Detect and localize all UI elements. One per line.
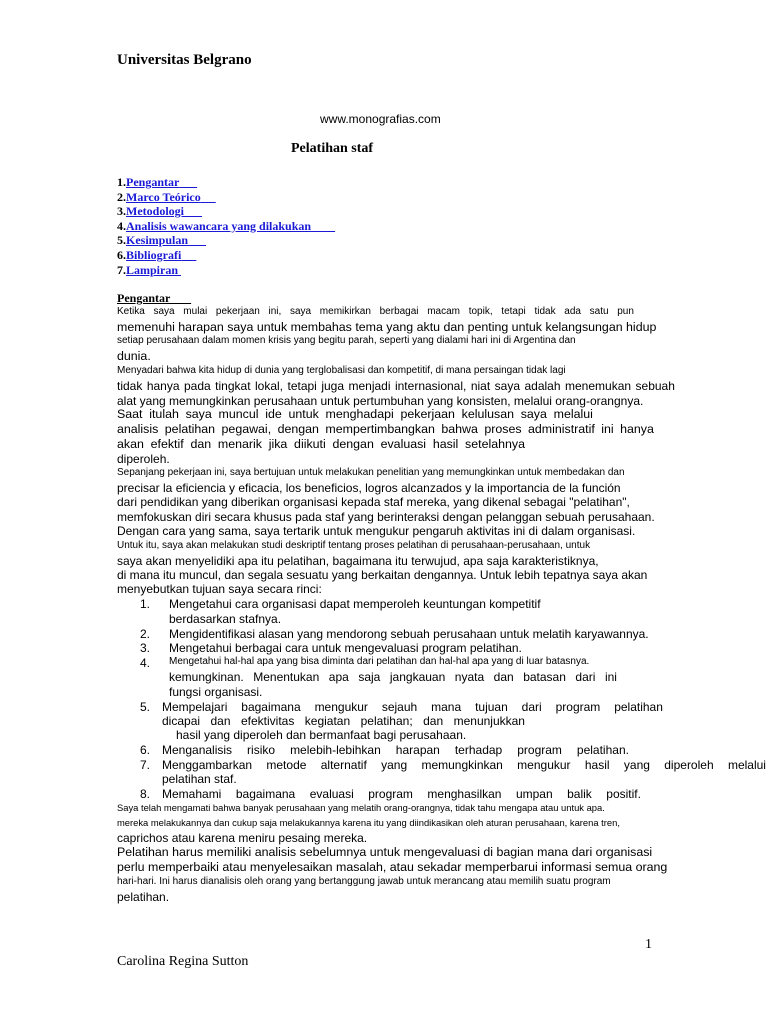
toc-item-7[interactable]: 7.Lampiran: [117, 263, 335, 278]
objective-text: Mengetahui cara organisasi dapat memperoleh keuntungan kompetitif: [169, 597, 541, 611]
body-line: Saya telah mengamati bahwa banyak perusahaan yang melatih orang-orangnya, tidak tahu mengapa atau untuk apa.: [117, 802, 605, 813]
objective-number: 2.: [140, 627, 151, 641]
body-line: Saat itulah saya muncul ide untuk menghadapi pekerjaan kelulusan saya melalui: [117, 407, 593, 421]
toc-link-marco-teorico[interactable]: Marco Teórico: [126, 189, 201, 204]
toc-link-kesimpulan[interactable]: Kesimpulan: [126, 233, 189, 248]
objective-text: Mengetahui berbagai cara untuk mengevaluasi program pelatihan.: [169, 641, 522, 655]
toc-item-4[interactable]: 4.Analisis wawancara yang dilakukan: [117, 219, 335, 234]
body-line: Ketika saya mulai pekerjaan ini, saya memikirkan berbagai macam topik, tetapi tidak ada satu pun: [117, 306, 634, 317]
objective-text: Mengidentifikasi alasan yang mendorong sebuah perusahaan untuk melatih karyawannya.: [169, 627, 649, 641]
objective-text: Mempelajari bagaimana mengukur sejauh mana tujuan dari program pelatihan: [162, 700, 663, 714]
body-line: Dengan cara yang sama, saya tertarik untuk mengukur pengaruh aktivitas ini di dalam organisasi.: [117, 524, 636, 538]
body-line: Sepanjang pekerjaan ini, saya bertujuan untuk melakukan penelitian yang memungkinkan untuk membedakan dan: [117, 467, 625, 478]
objective-text: Menganalisis risiko melebih-lebihkan harapan terhadap program pelatihan.: [162, 743, 629, 757]
toc-link-analisis[interactable]: Analisis wawancara yang dilakukan: [126, 218, 312, 233]
body-line: Menyadari bahwa kita hidup di dunia yang terglobalisasi dan kompetitif, di mana persaingan tidak lagi: [117, 365, 566, 376]
author-name: Carolina Regina Sutton: [117, 954, 249, 969]
objective-text: Menggambarkan metode alternatif yang memungkinkan mengukur hasil yang diperoleh melalui: [162, 758, 766, 772]
body-line: pelatihan.: [117, 890, 170, 904]
body-line: precisar la eficiencia y eficacia, los beneficios, logros alcanzados y la importancia de la función: [117, 481, 621, 495]
body-line: analisis pelatihan pegawai, dengan mempertimbangkan bahwa proses administratif ini hanya: [117, 422, 654, 436]
body-line: hari-hari. Ini harus dianalisis oleh orang yang bertanggung jawab untuk merancang atau memilih suatu program: [117, 876, 611, 887]
body-line: memenuhi harapan saya untuk membahas tema yang aktu dan penting untuk kelangsungan hidup: [117, 320, 657, 334]
body-line: saya akan menyelidiki apa itu pelatihan, bagaimana itu terwujud, apa saja karakteristiknya,: [117, 554, 599, 568]
body-line: di mana itu muncul, dan segala sesuatu yang berkaitan dengannya. Untuk lebih tepatnya saya akan: [117, 568, 648, 582]
website-url: www.monografias.com: [320, 112, 441, 126]
toc-link-bibliografi[interactable]: Bibliografi: [126, 247, 182, 262]
body-line: menyebutkan tujuan saya secara rinci:: [117, 582, 322, 596]
objective-number: 5.: [140, 700, 151, 714]
body-line: tidak hanya pada tingkat lokal, tetapi juga menjadi internasional, niat saya adalah menemukan sebuah: [117, 379, 675, 393]
table-of-contents: [117, 175, 335, 277]
university-name: Universitas Belgrano: [117, 52, 252, 68]
objective-number: 6.: [140, 743, 151, 757]
body-line: alat yang memungkinkan perusahaan untuk pertumbuhan yang konsisten, melalui orang-orangnya.: [117, 394, 644, 408]
section-heading-pengantar: Pengantar: [117, 291, 192, 305]
toc-link-metodologi[interactable]: Metodologi: [126, 204, 184, 219]
objective-number: 1.: [140, 597, 151, 611]
objective-number: 7.: [140, 758, 151, 772]
body-line: caprichos atau karena meniru pesaing mereka.: [117, 831, 368, 845]
page-number: 1: [645, 937, 652, 952]
objective-text: hasil yang diperoleh dan bermanfaat bagi perusahaan.: [176, 728, 467, 742]
toc-item-5[interactable]: 5.Kesimpulan: [117, 233, 335, 248]
body-line: memfokuskan diri secara khusus pada staf yang berinteraksi dengan pelanggan sebuah perusahaan.: [117, 510, 655, 524]
objective-number: 3.: [140, 641, 151, 655]
objective-text: fungsi organisasi.: [169, 685, 263, 699]
body-line: mereka melakukannya dan cukup saja melakukannya karena itu yang diindikasikan oleh aturan perusahaan, karena tren,: [117, 817, 620, 828]
toc-item-6[interactable]: 6.Bibliografi: [117, 248, 335, 263]
objective-number: 4.: [140, 656, 151, 670]
toc-link-lampiran[interactable]: Lampiran: [126, 262, 179, 277]
body-line: dari pendidikan yang diberikan organisasi kepada staf mereka, yang dikenal sebagai "pelatihan",: [117, 495, 630, 509]
objective-text: dicapai dan efektivitas kegiatan pelatihan; dan menunjukkan: [162, 714, 525, 728]
objective-text: Mengetahui hal-hal apa yang bisa diminta dari pelatihan dan hal-hal apa yang di luar batasnya.: [169, 656, 590, 667]
body-line: setiap perusahaan dalam momen krisis yang begitu parah, seperti yang dialami hari ini di Argentina dan: [117, 335, 576, 346]
toc-link-pengantar[interactable]: Pengantar: [126, 175, 180, 189]
body-line: Pelatihan harus memiliki analisis sebelumnya untuk mengevaluasi di bagian mana dari organisasi: [117, 845, 653, 859]
objective-text: pelatihan staf.: [162, 772, 237, 786]
objective-text: berdasarkan stafnya.: [169, 612, 282, 626]
body-line: diperoleh.: [117, 452, 170, 466]
objective-text: kemungkinan. Menentukan apa saja jangkauan nyata dan batasan dari ini: [169, 670, 617, 684]
objective-number: 8.: [140, 787, 151, 801]
document-title: Pelatihan staf: [291, 141, 374, 156]
toc-item-1[interactable]: 1.Pengantar: [117, 175, 335, 190]
body-line: akan efektif dan menarik jika diikuti dengan evaluasi hasil setelahnya: [117, 437, 525, 451]
body-line: perlu memperbaiki atau menyelesaikan masalah, atau sekadar memperbarui informasi semua orang: [117, 860, 668, 874]
body-line: dunia.: [117, 349, 151, 363]
objective-text: Memahami bagaimana evaluasi program menghasilkan umpan balik positif.: [162, 787, 641, 801]
toc-item-3[interactable]: 3.Metodologi: [117, 204, 335, 219]
toc-item-2[interactable]: 2.Marco Teórico: [117, 190, 335, 205]
body-line: Untuk itu, saya akan melakukan studi deskriptif tentang proses pelatihan di perusahaan-perusahaan, untuk: [117, 540, 591, 551]
